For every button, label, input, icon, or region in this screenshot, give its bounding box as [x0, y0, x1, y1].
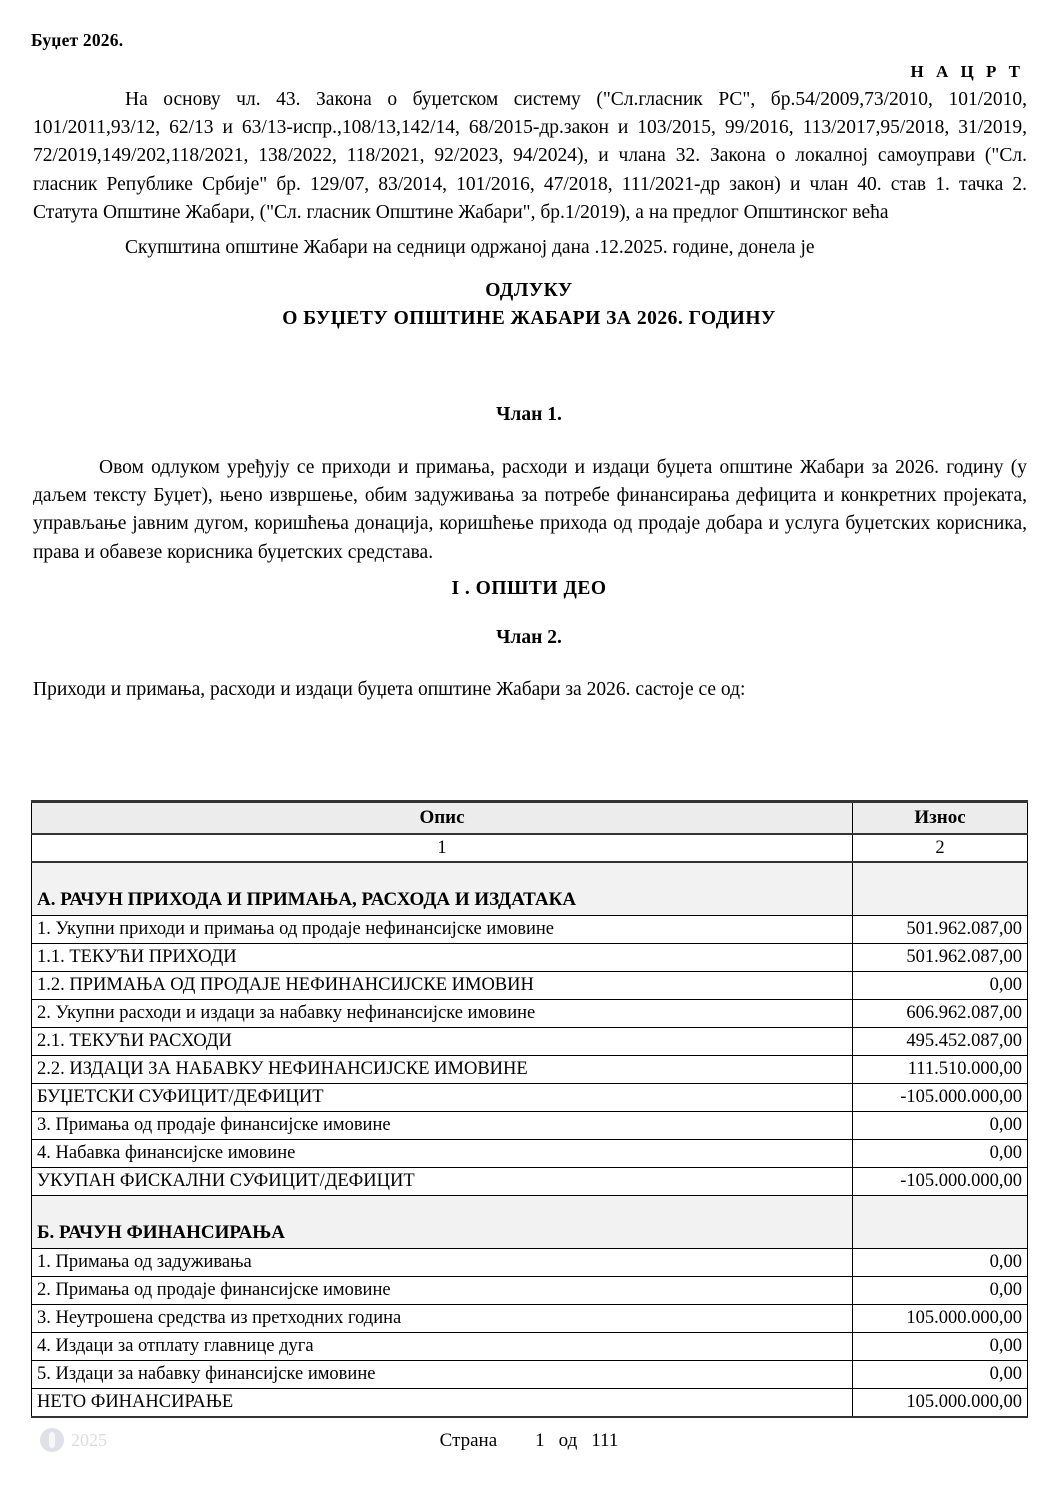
cell-amount — [853, 862, 1028, 916]
table-row — [32, 916, 1028, 944]
cell-description: А. РАЧУН ПРИХОДА И ПРИМАЊА, РАСХОДА И ИЗДАТАКА — [32, 862, 853, 916]
cell-description: 1. Укупни приходи и примања од продаје нефинансијске имовине — [32, 916, 853, 944]
table-row — [32, 1333, 1028, 1361]
cell-amount: -105.000.000,00 — [853, 1168, 1028, 1196]
page-of-label: од — [558, 1430, 578, 1451]
article2-paragraph: Приходи и примања, расходи и издаци буџета општине Жабари за 2026. састоје се од: — [33, 679, 746, 700]
table-row — [32, 1028, 1028, 1056]
cell-description: 4. Издаци за отплату главнице дуга — [32, 1333, 853, 1361]
watermark-year: 2025 — [71, 1429, 107, 1450]
cell-amount: 0,00 — [853, 1361, 1028, 1389]
article1-heading: Члан 1. — [496, 404, 562, 425]
decision-title-line2: О БУЏЕТУ ОПШТИНЕ ЖАБАРИ ЗА 2026. ГОДИНУ — [282, 308, 776, 329]
table-row — [32, 944, 1028, 972]
table-row — [32, 1305, 1028, 1333]
table-row — [32, 1112, 1028, 1140]
column-header-amount: Износ — [853, 802, 1028, 835]
cell-amount: 0,00 — [853, 1277, 1028, 1305]
table-row — [32, 972, 1028, 1000]
cell-description: 1.2. ПРИМАЊА ОД ПРОДАЈЕ НЕФИНАНСИЈСКЕ ИМОВИН — [32, 972, 853, 1000]
cell-description: 4. Набавка финансијске имовине — [32, 1140, 853, 1168]
column-header-description: Опис — [32, 802, 853, 835]
cell-amount: 0,00 — [853, 1333, 1028, 1361]
cell-amount: 501.962.087,00 — [853, 916, 1028, 944]
cell-description: 2.1. ТЕКУЋИ РАСХОДИ — [32, 1028, 853, 1056]
table-row — [32, 1361, 1028, 1389]
table-column-number-row — [32, 834, 1028, 862]
cell-description: 5. Издаци за набавку финансијске имовине — [32, 1361, 853, 1389]
cell-amount: 606.962.087,00 — [853, 1000, 1028, 1028]
cell-description: НЕТО ФИНАНСИРАЊЕ — [32, 1389, 853, 1418]
column-number-2: 2 — [853, 834, 1028, 862]
cell-amount: 111.510.000,00 — [853, 1056, 1028, 1084]
draft-marker: Н А Ц Р Т — [910, 62, 1024, 81]
cell-description: УКУПАН ФИСКАЛНИ СУФИЦИТ/ДЕФИЦИТ — [32, 1168, 853, 1196]
column-number-1: 1 — [32, 834, 853, 862]
cell-description: 3. Неутрошена средства из претходних година — [32, 1305, 853, 1333]
table-row — [32, 1084, 1028, 1112]
cell-amount: 0,00 — [853, 1249, 1028, 1277]
cell-description: 3. Примања од продаје финансијске имовине — [32, 1112, 853, 1140]
page-number: 1 — [535, 1430, 545, 1451]
cell-description: 2. Укупни расходи и издаци за набавку нефинансијске имовине — [32, 1000, 853, 1028]
article1-paragraph: Овом одлуком уређују се приходи и примања, расходи и издаци буџета општине Жабари за 2026. годину (у даљем тексту Буџет), њено извршење, обим задуживања за потребе финансирања дефицита и конкретних пројеката, управљање јавним дугом, коришћења донација, коришћење прихода од продаје добара и услуга буџетских корисника, права и обавезе корисника буџетских средстава. — [33, 457, 1027, 563]
cell-amount: 0,00 — [853, 1112, 1028, 1140]
cell-amount — [853, 1196, 1028, 1249]
table-row — [32, 1056, 1028, 1084]
table-row — [32, 1249, 1028, 1277]
cell-amount: 105.000.000,00 — [853, 1305, 1028, 1333]
budget-table — [31, 800, 1028, 1418]
table-row — [32, 1000, 1028, 1028]
budget-table-body — [32, 862, 1028, 1417]
cell-description: 1.1. ТЕКУЋИ ПРИХОДИ — [32, 944, 853, 972]
cell-description: БУЏЕТСКИ СУФИЦИТ/ДЕФИЦИТ — [32, 1084, 853, 1112]
table-row — [32, 1168, 1028, 1196]
table-header-row — [32, 802, 1028, 835]
cell-amount: 501.962.087,00 — [853, 944, 1028, 972]
table-row — [32, 1277, 1028, 1305]
general-part-heading: I . ОПШТИ ДЕО — [451, 578, 607, 599]
table-row — [32, 1140, 1028, 1168]
page-footer — [0, 1430, 1058, 1452]
table-row — [32, 1389, 1028, 1418]
intro-paragraph: На основу чл. 43. Закона о буџетском систему ("Сл.гласник РС", бр.54/2009,73/2010, 101/2010, 101/2011,93/12, 62/13 и 63/13-испр.,108/13,142/14, 68/2015-др.закон и 103/2015, 99/2016, 113/2017,95/2018, 31/2019, 72/2019,149/202,118/2021, 138/2022, 118/2021, 92/2023, 94/2024), и члана 32. Закона о локалној самоуправи ("Сл. гласник Републике Србије" бр. 129/07, 83/2014, 101/2016, 47/2018, 111/2021-др закон) и члан 40. став 1. тачка 2. Статута Општине Жабари, ("Сл. гласник Општине Жабари", бр.1/2019), а на предлог Општинског већа — [33, 89, 1027, 223]
cell-amount: 0,00 — [853, 1140, 1028, 1168]
cell-description: Б. РАЧУН ФИНАНСИРАЊА — [32, 1196, 853, 1249]
cell-description: 2. Примања од продаје финансијске имовине — [32, 1277, 853, 1305]
page-total: 111 — [591, 1430, 619, 1451]
cell-description: 2.2. ИЗДАЦИ ЗА НАБАВКУ НЕФИНАНСИЈСКЕ ИМОВИНЕ — [32, 1056, 853, 1084]
cell-amount: -105.000.000,00 — [853, 1084, 1028, 1112]
cell-amount: 105.000.000,00 — [853, 1389, 1028, 1418]
cell-amount: 495.452.087,00 — [853, 1028, 1028, 1056]
assembly-paragraph: Скупштина општине Жабари на седници одржаној дана .12.2025. године, донела је — [125, 237, 815, 258]
table-section-row — [32, 862, 1028, 916]
decision-title-line1: ОДЛУКУ — [485, 280, 573, 301]
cell-amount: 0,00 — [853, 972, 1028, 1000]
document-header-label: Буџет 2026. — [31, 30, 124, 50]
table-section-row — [32, 1196, 1028, 1249]
page-label: Страна — [439, 1430, 498, 1451]
article2-heading: Члан 2. — [496, 627, 562, 648]
cell-description: 1. Примања од задуживања — [32, 1249, 853, 1277]
